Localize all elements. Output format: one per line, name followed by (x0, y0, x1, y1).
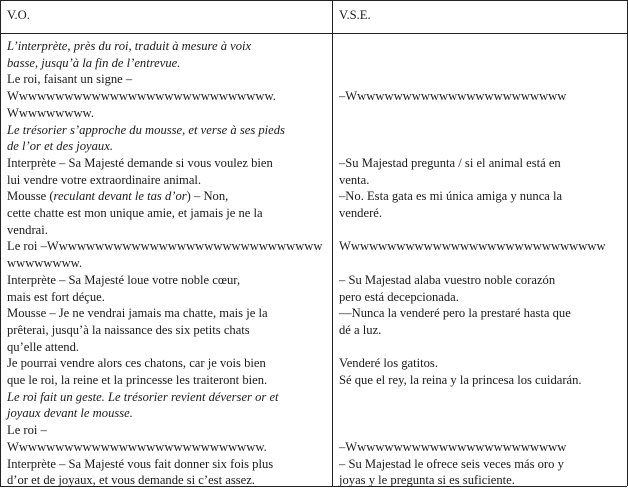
vo-line: Je pourrai vendre alors ces chatons, car je vois bien (7, 356, 266, 371)
vo-line: mais est fort déçue. (7, 289, 105, 304)
vse-line: Wwwwwwwwwwwwwwwwwwwwwwwwwwwww (339, 239, 606, 254)
table-left-rule (0, 0, 1, 486)
table-top-rule (0, 0, 627, 1)
vse-line: – Su Majestad alaba vuestro noble corazón (339, 272, 556, 287)
vo-line: Le roi –Wwwwwwwwwwwwwwwwwwwwwwwwwwwwww (7, 239, 323, 254)
vo-line: Le trésorier s’approche du mousse, et verse à ses pieds (7, 122, 285, 137)
vse-line: –No. Esta gata es mi única amiga y nunca la (339, 189, 563, 204)
vse-line: Venderé los gatitos. (339, 356, 438, 371)
vse-line: venderé. (339, 206, 383, 220)
vo-line: que le roi, la reine et la princesse les traiteront bien. (7, 373, 268, 387)
vse-line: ––Nunca la venderé pero la prestaré hasta que (339, 306, 571, 321)
vo-line: Wwwwwwwwwwwwwwwwwwwwwwwwwwwww. (7, 89, 276, 104)
vse-line: Sé que el rey, la reina y la princesa los cuidarán. (339, 373, 582, 387)
vo-line: Mousse (reculant devant le tas d’or) – Non, (7, 189, 229, 204)
vo-line: Interprète – Sa Majesté vous fait donner six fois plus (7, 456, 274, 471)
vo-line: qu’elle attend. (7, 339, 80, 354)
vo-line: vendrai. (7, 222, 48, 237)
vo-line: prêterai, jusqu’à la naissance des six petits chats (7, 322, 250, 337)
vo-line: d’or et de joyaux, et vous demande si c’est assez. (7, 473, 255, 488)
vse-line: joyas y le pregunta si es suficiente. (339, 473, 515, 488)
header-vse: V.S.E. (339, 8, 371, 22)
vse-line: dé a luz. (339, 322, 382, 337)
vo-line: wwwwwwww. (7, 256, 83, 271)
vo-line: Interprète – Sa Majesté demande si vous voulez bien (7, 155, 273, 170)
vo-line: joyaux devant le mousse. (7, 406, 133, 421)
vse-line: –Wwwwwwwwwwwwwwwwwwwwwwww (339, 89, 567, 104)
vse-line: venta. (339, 172, 370, 187)
vo-line: Le roi fait un geste. Le trésorier revient déverser or et (7, 389, 279, 404)
stage-direction: reculant devant le tas d’or (53, 189, 187, 204)
vse-line: pero está decepcionada. (339, 289, 459, 304)
header-vo: V.O. (7, 8, 30, 22)
vse-line: –Su Majestad pregunta / si el animal está en (339, 155, 561, 170)
vo-line: Mousse – Je ne vendrai jamais ma chatte, mais je la (7, 306, 268, 321)
vo-line: cette chatte est mon unique amie, et jamais je ne la (7, 206, 263, 220)
header-rule (0, 33, 627, 34)
vo-line: Interprète – Sa Majesté loue votre noble cœur, (7, 272, 241, 287)
vo-line: Le roi – (7, 423, 47, 438)
vse-line: –Wwwwwwwwwwwwwwwwwwwwwwww (339, 439, 567, 454)
vse-line: – Su Majestad le ofrece seis veces más oro y (339, 456, 564, 471)
vo-line: de l’or et des joyaux. (7, 139, 113, 154)
vo-line: Wwwwwwwww. (7, 105, 94, 120)
vo-line: Wwwwwwwwwwwwwwwwwwwwwwwwwwww. (7, 439, 267, 454)
vo-line: L’interprète, près du roi, traduit à mesure à voix (7, 39, 252, 53)
vo-line: basse, jusqu’à la fin de l’entrevue. (7, 55, 181, 70)
vo-line: Le roi, faisant un signe – (7, 72, 133, 87)
vo-line: lui vendre votre extraordinaire animal. (7, 172, 202, 187)
column-divider (332, 0, 333, 486)
